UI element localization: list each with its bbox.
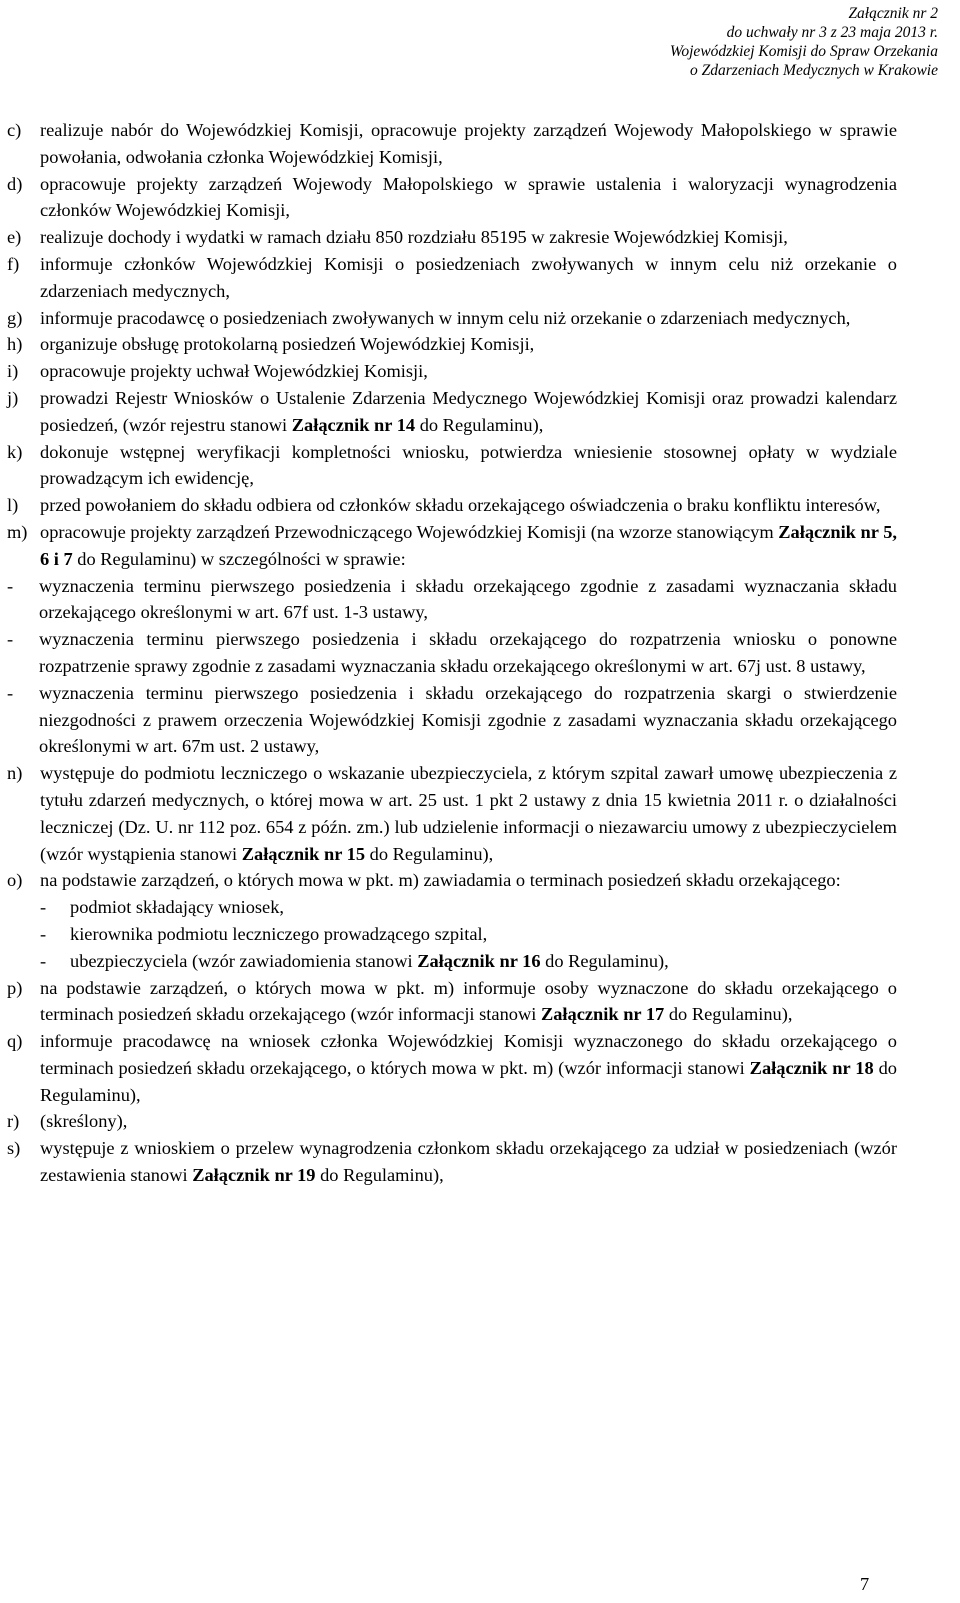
text-segment: do Regulaminu), [315,1165,444,1186]
list-item-text: wyznaczenia terminu pierwszego posiedzenia i składu orzekającego do rozpatrzenia wniosku o ponowne rozpatrzenie sprawy zgodnie z zasadami wyznaczania składu orzekającego określonymi w art. 67j ust. 8 ustawy, [39,629,897,676]
text-segment: na podstawie zarządzeń, o których mowa w pkt. m) informuje osoby wyznaczone do składu orzekającego o terminach posiedzeń składu orzekającego (wzór informacji stanowi [40,977,897,1025]
list-marker: s) [7,1138,21,1159]
list-item-text: kierownika podmiotu leczniczego prowadzącego szpital, [70,923,488,944]
list-item-text [40,1028,897,1108]
text-segment: występuje do podmiotu leczniczego o wskazanie ubezpieczyciela, z którym szpital zawarł umowę ubezpieczenia z tytułu zdarzeń medycznych, o której mowa w art. 25 ust. 1 pkt 2 ustawy z dnia 15 kwietnia 2011 r. o działalności leczniczej (Dz. U. nr 112 poz. 654 z późn. zm.) lub udzielenie informacji o niezawarciu umowy z ubezpieczycielem (wzór wystąpienia stanowi [40,763,897,864]
list-item-text: wyznaczenia terminu pierwszego posiedzenia i składu orzekającego zgodnie z zasadami wyznaczania składu orzekającego określonymi w art. 67f ust. 1-3 ustawy, [39,575,897,623]
text-segment: do Regulaminu), [540,950,669,971]
list-item-dash [7,948,897,975]
list-marker: h) [7,334,23,355]
list-item-text: opracowuje projekty zarządzeń Wojewody Małopolskiego w sprawie ustalenia i waloryzacji wynagrodzenia członków Wojewódzkiej Komisji, [40,173,897,221]
attachment-reference: Załącznik nr 17 [540,1004,665,1025]
list-marker: e) [7,227,22,248]
list-item [7,305,897,332]
list-marker: n) [7,763,23,784]
list-marker: g) [7,307,23,328]
list-item-dash [7,894,897,921]
list-item-text: wyznaczenia terminu pierwszego posiedzenia i składu orzekającego do rozpatrzenia skargi o stwierdzenie niezgodności z prawem orzeczenia Wojewódzkiej Komisji zgodnie z zasadami wyznaczania składu orzekającego określonymi w art. 67m ust. 2 ustawy, [39,682,897,757]
list-item-dash [7,680,897,760]
list-marker: p) [7,977,23,998]
header-line: do uchwały nr 3 z 23 maja 2013 r. [726,24,938,41]
list-marker: - [7,575,14,596]
list-item [7,251,897,305]
header-line: Wojewódzkiej Komisji do Spraw Orzekania [669,43,938,60]
text-segment: do Regulaminu), [365,843,494,864]
list-item-dash [7,573,897,627]
list-item [7,1028,897,1108]
list-item [7,171,897,225]
text-segment: do Regulaminu), [40,1057,897,1105]
list-item-text: na podstawie zarządzeń, o których mowa w pkt. m) zawiadamia o terminach posiedzeń składu orzekającego: [40,870,841,891]
list-item [7,760,897,867]
header-line: o Zdarzeniach Medycznych w Krakowie [690,62,938,79]
attachment-reference: Załącznik nr 19 [192,1165,316,1186]
list-marker: r) [7,1111,20,1132]
list-item [7,117,897,171]
list-item [7,224,897,251]
attachment-reference: Załącznik nr 14 [291,414,416,435]
list-item-text: realizuje nabór do Wojewódzkiej Komisji, opracowuje projekty zarządzeń Wojewody Małopolskiego w sprawie powołania, odwołania członka Wojewódzkiej Komisji, [40,120,897,167]
list-marker: k) [7,441,23,462]
list-item [7,1108,897,1135]
text-segment: do Regulaminu), [664,1004,793,1025]
list-item-text: (skreślony), [40,1111,128,1132]
list-item-text: przed powołaniem do składu odbiera od członków składu orzekającego oświadczenia o braku konfliktu interesów, [40,495,881,516]
list-item [7,1135,897,1189]
list-item [7,492,897,519]
text-segment: występuje z wnioskiem o przelew wynagrodzenia członkom składu orzekającego za udział w posiedzeniach (wzór zestawienia stanowi [40,1138,897,1186]
list-item [7,439,897,493]
list-item-text [70,948,669,975]
text-segment: ubezpieczyciela (wzór zawiadomienia stanowi [70,950,418,971]
list-marker: q) [7,1031,23,1052]
header-line: Załącznik nr 2 [848,5,938,22]
list-marker: o) [7,870,23,891]
attachment-reference: Załącznik nr 15 [241,843,366,864]
list-item-text [40,760,897,867]
list-marker: c) [7,120,22,140]
list-marker: j) [7,387,19,408]
list-item [7,358,897,385]
attachment-reference: Załącznik nr 18 [749,1057,874,1078]
list-item-text [40,385,897,439]
page-number: 7 [860,1574,870,1594]
list-item-text: organizuje obsługę protokolarną posiedzeń Wojewódzkiej Komisji, [40,334,535,355]
list-marker: m) [7,521,28,542]
list-marker: d) [7,173,23,194]
list-marker: - [7,629,14,650]
list-item-dash [7,626,897,680]
text-segment: do Regulaminu) w szczególności w sprawie: [72,548,406,569]
text-segment: opracowuje projekty zarządzeń Przewodniczącego Wojewódzkiej Komisji (na wzorze stanowiącym [40,521,779,542]
document-body [7,117,897,1189]
list-item-text: informuje pracodawcę o posiedzeniach zwoływanych w innym celu niż orzekanie o zdarzeniach medycznych, [40,307,851,328]
list-item [7,975,897,1029]
list-item [7,867,897,894]
list-item-text [40,1135,897,1189]
list-item [7,385,897,439]
list-item [7,519,897,573]
list-marker: i) [7,361,19,382]
attachment-reference: Załącznik nr 16 [417,950,541,971]
list-item-text: informuje członków Wojewódzkiej Komisji o posiedzeniach zwoływanych w innym celu niż orzekanie o zdarzeniach medycznych, [40,253,897,301]
attachment-reference: Załącznik nr 5, 6 i 7 [40,521,897,569]
list-item [7,331,897,358]
document-header [670,4,938,80]
text-segment: prowadzi Rejestr Wniosków o Ustalenie Zdarzenia Medycznego Wojewódzkiej Komisji oraz prowadzi kalendarz posiedzeń, (wzór rejestru stanowi [40,387,897,435]
list-item-text: realizuje dochody i wydatki w ramach działu 850 rozdziału 85195 w zakresie Wojewódzkiej Komisji, [40,227,788,248]
list-marker: f) [7,253,20,274]
list-item-text [40,519,897,573]
text-segment: informuje pracodawcę na wniosek członka Wojewódzkiej Komisji wyznaczonego do składu orzekającego o terminach posiedzeń składu orzekającego, o których mowa w pkt. m) (wzór informacji stanowi [40,1031,897,1078]
list-marker: - [40,950,47,971]
list-item-dash [7,921,897,948]
list-item-text [40,975,897,1029]
list-item-text: podmiot składający wniosek, [70,897,285,918]
list-marker: - [7,682,14,703]
list-item-text: dokonuje wstępnej weryfikacji kompletności wniosku, potwierdza wniesienie stosownej opłaty w wydziale prowadzącym ich ewidencję, [40,441,897,489]
text-segment: do Regulaminu), [415,414,544,435]
list-marker: - [40,923,47,944]
list-marker: - [40,897,47,918]
list-item-text: opracowuje projekty uchwał Wojewódzkiej Komisji, [40,361,428,382]
list-marker: l) [7,495,19,516]
